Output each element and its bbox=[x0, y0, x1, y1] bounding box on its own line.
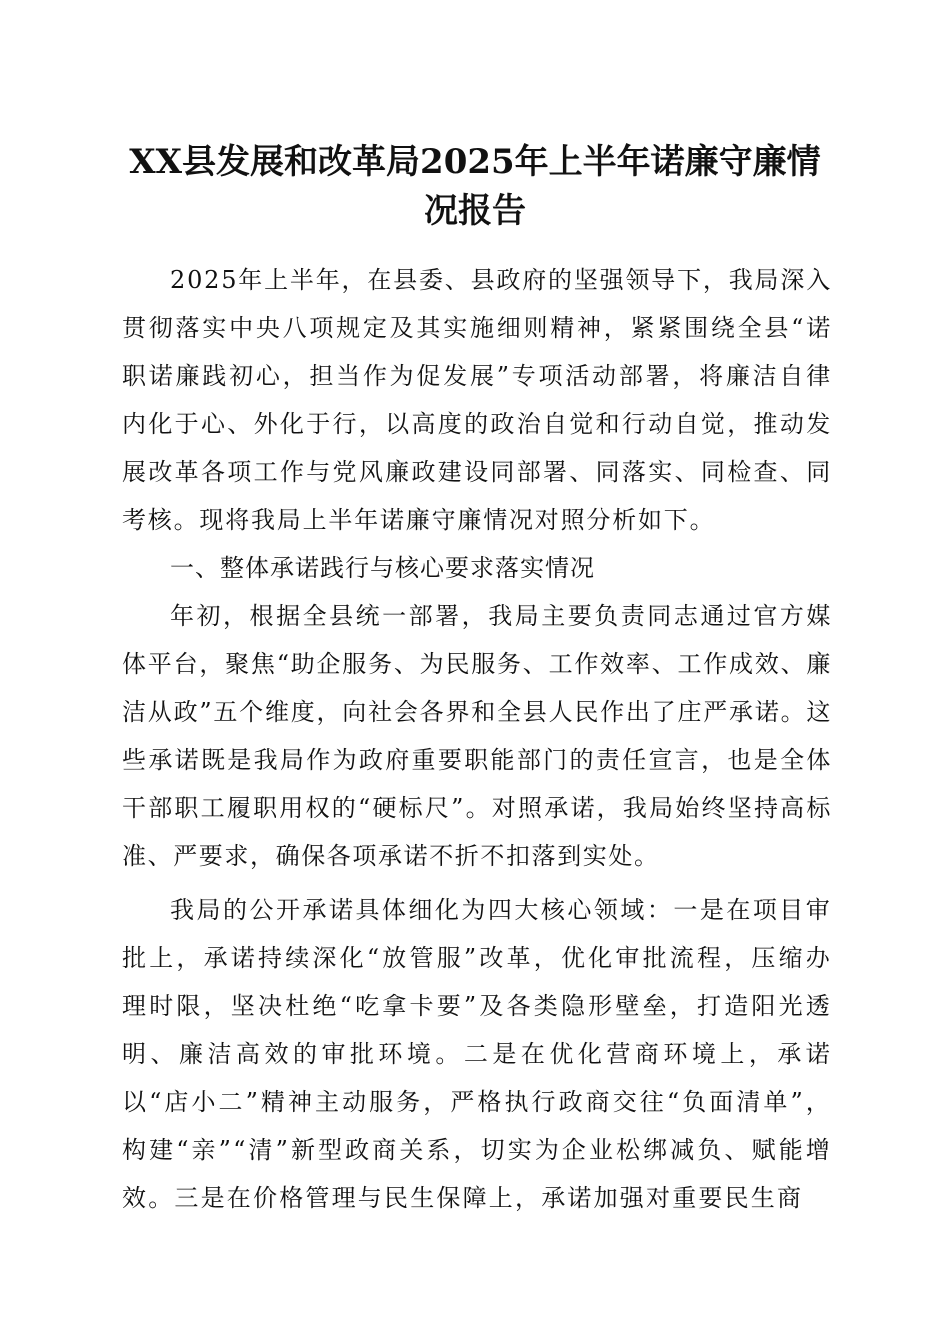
intro-paragraph: 2025年上半年，在县委、县政府的坚强领导下，我局深入贯彻落实中央八项规定及其实施细则精神，紧紧围绕全县“诺职诺廉践初心，担当作为促发展”专项活动部署，将廉洁自律内化于心、外化于行，以高度的政治自觉和行动自觉，推动发展改革各项工作与党风廉政建设同部署、同落实、同检查、同考核。现将我局上半年诺廉守廉情况对照分析如下。 bbox=[122, 266, 832, 534]
document-title bbox=[100, 138, 850, 236]
section1-paragraph-2: 我局的公开承诺具体细化为四大核心领域：一是在项目审批上，承诺持续深化“放管服”改革，优化审批流程，压缩办理时限，坚决杜绝“吃拿卡要”及各类隐形壁垒，打造阳光透明、廉洁高效的审批环境。二是在优化营商环境上，承诺以“店小二”精神主动服务，严格执行政商交往“负面清单”，构建“亲”“清”新型政商关系，切实为企业松绑减负、赋能增效。三是在价格管理与民生保障上，承诺加强对重要民生商 bbox=[122, 896, 832, 1212]
title-line-1: XX县发展和改革局2025年上半年诺廉守廉情 bbox=[129, 142, 821, 182]
document-body bbox=[122, 256, 832, 1222]
section-heading-1: 一、整体承诺践行与核心要求落实情况 bbox=[170, 554, 595, 582]
section1-paragraph-1: 年初，根据全县统一部署，我局主要负责同志通过官方媒体平台，聚焦“助企服务、为民服务、工作效率、工作成效、廉洁从政”五个维度，向社会各界和全县人民作出了庄严承诺。这些承诺既是我局作为政府重要职能部门的责任宣言，也是全体干部职工履职用权的“硬标尺”。对照承诺，我局始终坚持高标准、严要求，确保各项承诺不折不扣落到实处。 bbox=[122, 602, 832, 870]
title-line-2: 况报告 bbox=[424, 191, 526, 231]
